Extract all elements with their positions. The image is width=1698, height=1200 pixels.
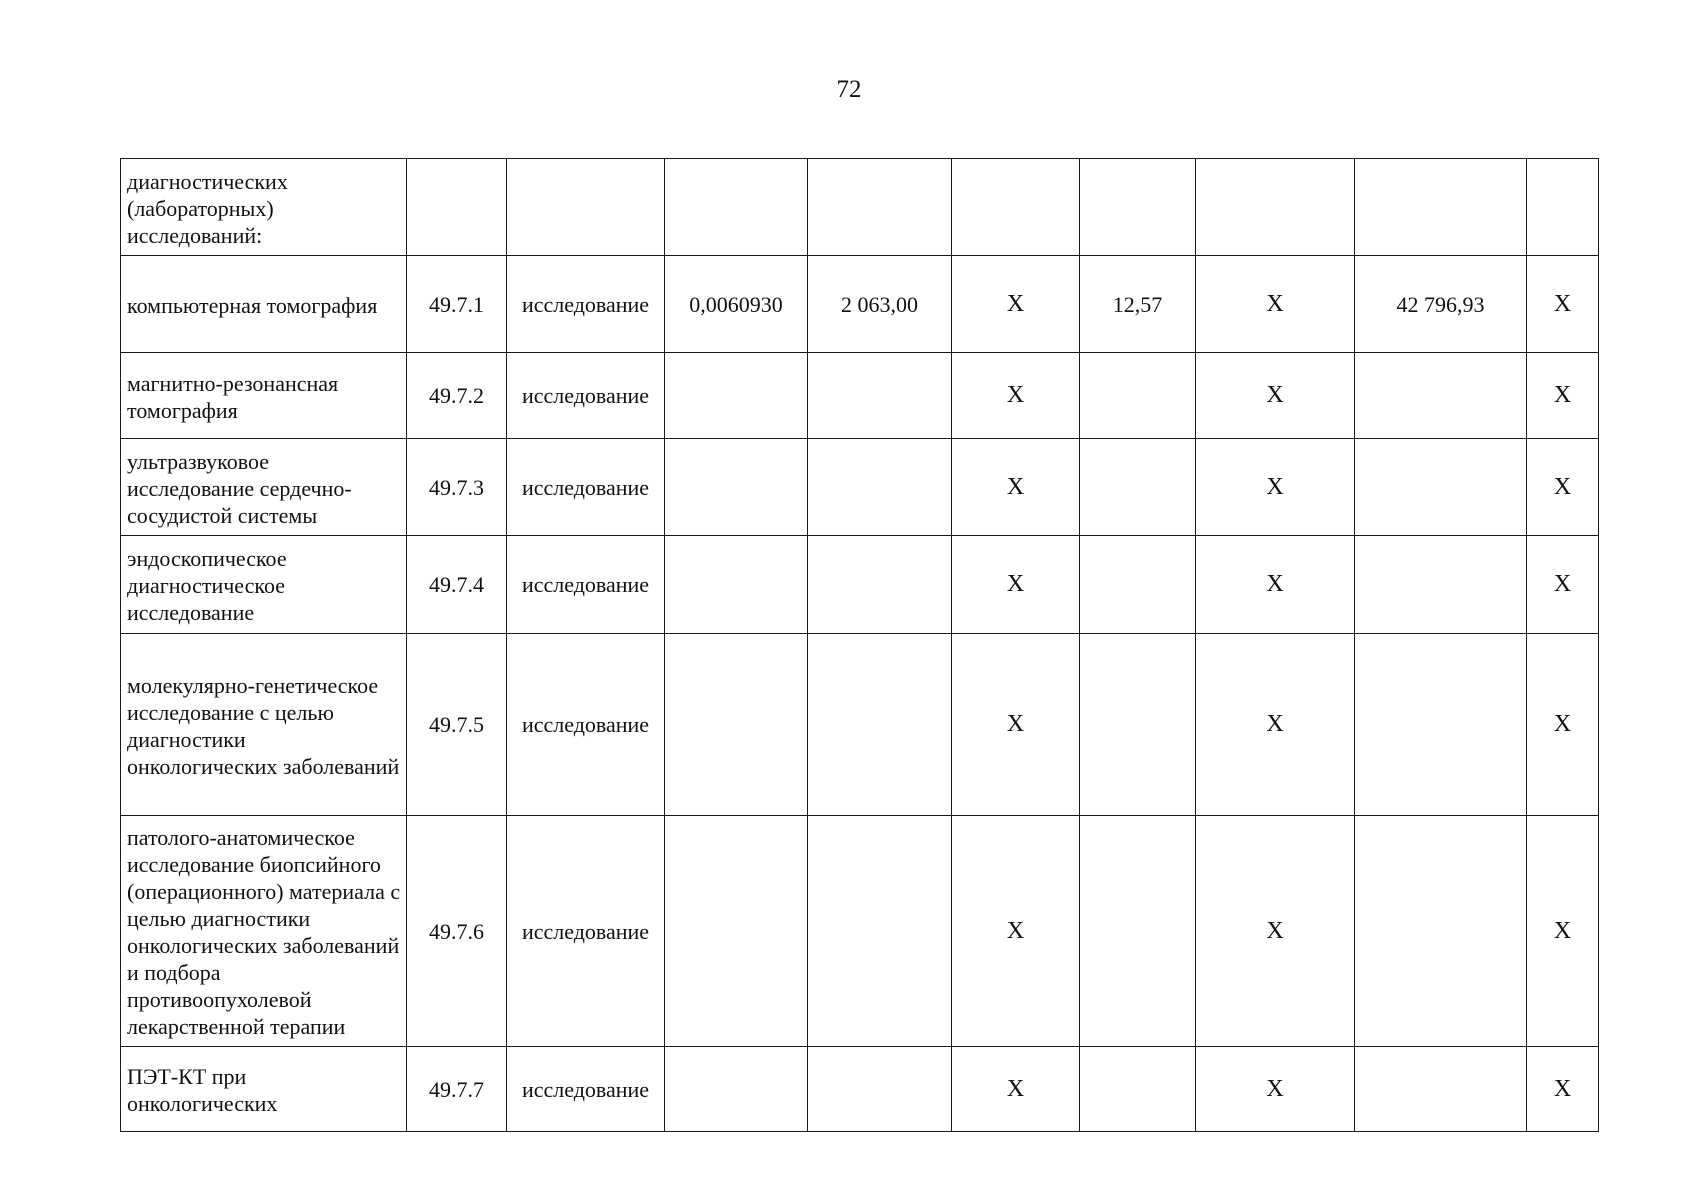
table-row [121,634,1599,816]
row-name: патолого-анатомическое исследование биопсийного (операционного) материала с целью диагностики онкологических заболеваний и подбора противоопухолевой лекарственной терапии [121,816,407,1047]
row-unit: исследование [507,353,665,439]
row-col-8: X [1196,256,1355,353]
row-col-4 [665,353,808,439]
row-col-9 [1355,1047,1527,1132]
row-col-6: X [952,1047,1080,1132]
row-col-7 [1080,634,1196,816]
row-col-7 [1080,353,1196,439]
row-col-7 [1080,1047,1196,1132]
row-unit: исследование [507,816,665,1047]
row-col-8: X [1196,1047,1355,1132]
row-col-6: X [952,634,1080,816]
row-code: 49.7.1 [407,256,507,353]
row-col-4 [665,159,808,256]
row-col-5 [808,634,952,816]
row-code: 49.7.3 [407,439,507,536]
row-col-4 [665,634,808,816]
table-row [121,816,1599,1047]
row-col-10: X [1527,1047,1599,1132]
row-col-5: 2 063,00 [808,256,952,353]
row-unit: исследование [507,536,665,634]
row-col-5 [808,1047,952,1132]
tariff-table [120,158,1599,1132]
row-code: 49.7.7 [407,1047,507,1132]
row-name: молекулярно-генетическое исследование с целью диагностики онкологических заболеваний [121,634,407,816]
row-col-10: X [1527,439,1599,536]
row-col-7 [1080,816,1196,1047]
row-col-8: X [1196,816,1355,1047]
row-name: ПЭТ-КТ при онкологических [121,1047,407,1132]
row-col-5 [808,159,952,256]
row-col-6: X [952,816,1080,1047]
row-unit: исследование [507,256,665,353]
row-col-6: X [952,256,1080,353]
row-col-10: X [1527,536,1599,634]
row-col-7 [1080,439,1196,536]
row-unit [507,159,665,256]
row-col-6 [952,159,1080,256]
row-name: диагностических (лабораторных) исследований: [121,159,407,256]
row-col-4 [665,1047,808,1132]
row-col-7 [1080,536,1196,634]
row-col-10 [1527,159,1599,256]
row-col-8: X [1196,353,1355,439]
row-col-4 [665,439,808,536]
row-col-9 [1355,816,1527,1047]
row-col-10: X [1527,816,1599,1047]
row-name: компьютерная томография [121,256,407,353]
row-col-4 [665,816,808,1047]
row-unit: исследование [507,439,665,536]
row-col-9 [1355,353,1527,439]
row-col-6: X [952,536,1080,634]
row-code: 49.7.6 [407,816,507,1047]
row-code: 49.7.4 [407,536,507,634]
table-row [121,536,1599,634]
row-unit: исследование [507,1047,665,1132]
row-col-7 [1080,159,1196,256]
row-code: 49.7.5 [407,634,507,816]
row-col-8: X [1196,439,1355,536]
row-col-9 [1355,439,1527,536]
row-col-5 [808,353,952,439]
row-col-9 [1355,634,1527,816]
table-row [121,439,1599,536]
row-col-9 [1355,159,1527,256]
row-col-4: 0,0060930 [665,256,808,353]
row-col-6: X [952,353,1080,439]
row-col-8 [1196,159,1355,256]
row-name: магнитно-резонансная томография [121,353,407,439]
row-name: эндоскопическое диагностическое исследование [121,536,407,634]
row-col-6: X [952,439,1080,536]
row-col-5 [808,816,952,1047]
table-row [121,159,1599,256]
row-col-10: X [1527,353,1599,439]
row-col-7: 12,57 [1080,256,1196,353]
row-col-9 [1355,536,1527,634]
row-name: ультразвуковое исследование сердечно-сосудистой системы [121,439,407,536]
row-col-5 [808,439,952,536]
table-row [121,353,1599,439]
row-col-9: 42 796,93 [1355,256,1527,353]
row-col-8: X [1196,536,1355,634]
row-col-10: X [1527,256,1599,353]
row-unit: исследование [507,634,665,816]
row-col-4 [665,536,808,634]
row-col-8: X [1196,634,1355,816]
row-code [407,159,507,256]
row-col-5 [808,536,952,634]
table-row [121,1047,1599,1132]
page-number: 72 [836,76,862,103]
table-row [121,256,1599,353]
row-col-10: X [1527,634,1599,816]
row-code: 49.7.2 [407,353,507,439]
